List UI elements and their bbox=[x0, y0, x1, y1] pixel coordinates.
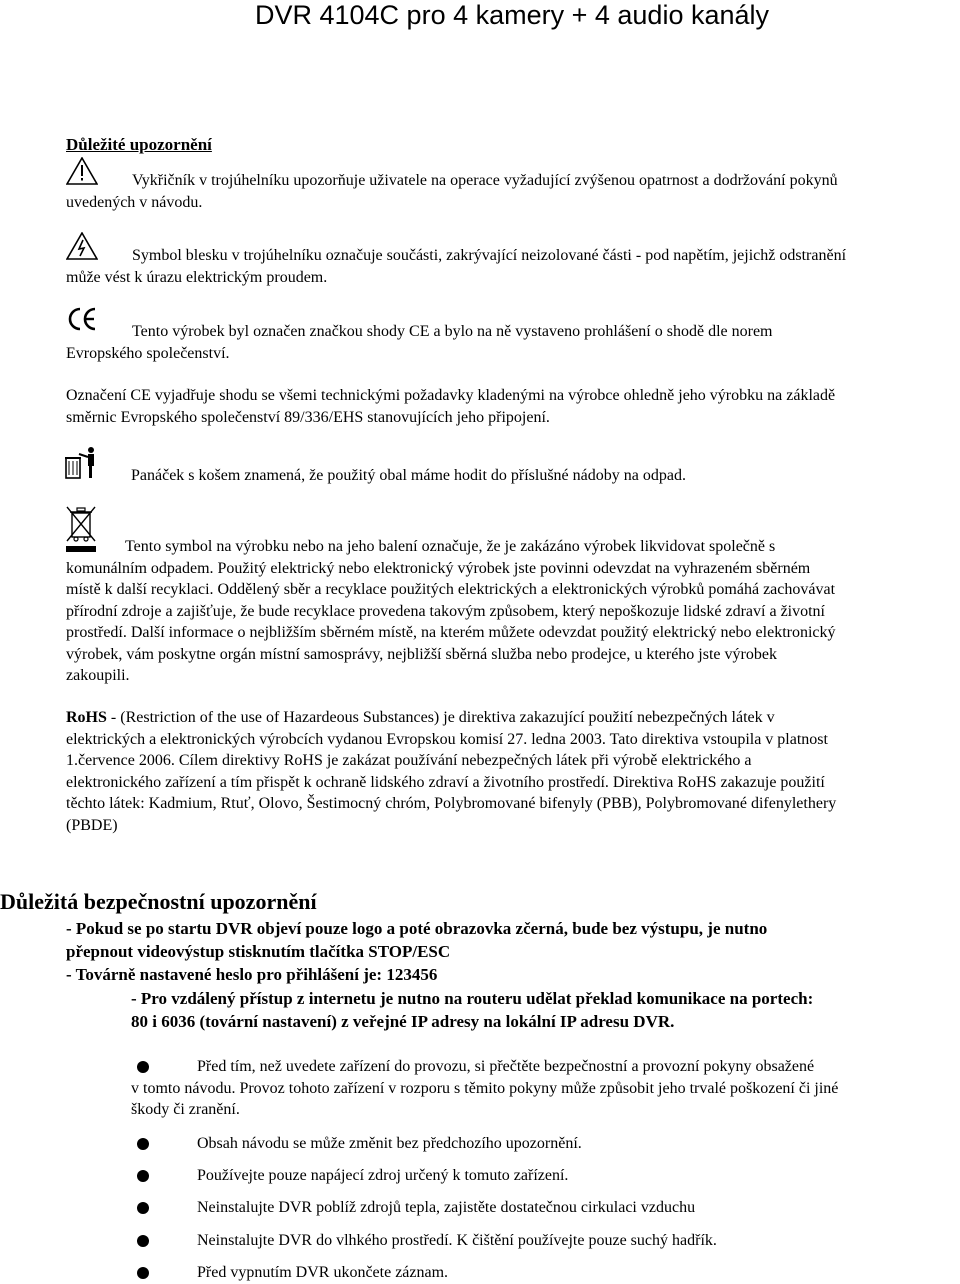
weee-line-2: komunálním odpadem. Použitý elektrický nebo elektronický výrobek jste povinni odevzdat na vyhrazeném sběrném bbox=[66, 559, 811, 577]
safety-line-3: - Továrně nastavené heslo pro přihlášení je: 123456 bbox=[66, 965, 438, 984]
bullet-dot bbox=[137, 1235, 149, 1247]
lightning-line-1: Symbol blesku v trojúhelníku označuje součásti, zakrývající neizolované části - pod napětím, jejichž odstranění bbox=[132, 247, 847, 264]
bullet-item-2: Obsah návodu se může změnit bez předchozího upozornění. bbox=[197, 1135, 582, 1152]
warning-line-2: uvedených v návodu. bbox=[66, 193, 203, 211]
bullet-item-4: Neinstalujte DVR poblíž zdrojů tepla, zajistěte dostatečnou cirkulaci vzduchu bbox=[197, 1199, 696, 1216]
weee-line-7: zakoupili. bbox=[66, 667, 130, 684]
safety-line-5: 80 i 6036 (tovární nastavení) z veřejné IP adresy na lokální IP adresu DVR. bbox=[131, 1012, 675, 1031]
bin-paragraph bbox=[131, 465, 931, 487]
weee-line-4: přírodní zdroje a zajišťuje, že bude recyklace provedena takovým způsobem, který nepoškozuje lidské zdraví a životní bbox=[66, 602, 825, 620]
ce-info-line-2: směrnic Evropského společenství 89/336/EHS stanovujících jeho připojení. bbox=[66, 408, 550, 426]
weee-line-6: výrobek, vám poskytne orgán místní samosprávy, nejbližší sběrná služba nebo prodejce, u kterého jste výrobek bbox=[66, 645, 777, 663]
bullet-dot bbox=[137, 1170, 149, 1182]
tidyman-bin-icon bbox=[64, 446, 98, 482]
rohs-line-6: (PBDE) bbox=[66, 816, 118, 834]
rohs-line-2: elektrických a elektronických výrobcích vydanou Evropskou komisí 27. ledna 2003. Tato direktiva vstoupila v platnost bbox=[66, 730, 828, 748]
ce-info-line-1: Označení CE vyjadřuje shodu se všemi technickými požadavky kladenými na výrobce ohledně jeho výrobku na základě bbox=[66, 387, 836, 404]
weee-line-1: Tento symbol na výrobku nebo na jeho balení označuje, že je zakázáno výrobek likvidovat společně s bbox=[125, 538, 776, 555]
weee-line-3: místě k další recyklaci. Oddělený sběr a recyklace použitých elektrických a elektronických výrobků pomáhá zachovávat bbox=[66, 581, 836, 598]
warning-paragraph bbox=[66, 170, 960, 213]
bullet-1-line-2: v tomto návodu. Provoz tohoto zařízení v rozporu s těmito pokyny může způsobit jeho trvalé poškození či jiné bbox=[131, 1079, 839, 1097]
lightning-line-2: může vést k úrazu elektrickým proudem. bbox=[66, 268, 328, 286]
bullet-item-3: Používejte pouze napájecí zdroj určený k tomuto zařízení. bbox=[197, 1167, 569, 1184]
bullet-1-line-1: Před tím, než uvedete zařízení do provozu, si přečtěte bezpečnostní a provozní pokyny obsažené bbox=[197, 1058, 815, 1075]
rohs-line-3: 1.července 2006. Cílem direktivy RoHS je zakázat používání nebezpečných látek při výrobě elektrického a bbox=[66, 752, 752, 769]
safety-line-2: přepnout videovýstup stisknutím tlačítka STOP/ESC bbox=[66, 942, 451, 961]
ce-paragraph bbox=[66, 321, 960, 364]
rohs-paragraph bbox=[66, 707, 960, 836]
page-title: DVR 4104C pro 4 kamery + 4 audio kanály bbox=[254, 0, 770, 30]
rohs-line-5: těchto látek: Kadmium, Rtuť, Olovo, Šestimocný chróm, Polybromované bifenyly (PBB), Polybromované difenylethery bbox=[66, 795, 837, 812]
weee-paragraph bbox=[66, 536, 960, 687]
ce-line-1: Tento výrobek byl označen značkou shody CE a bylo na ně vystaveno prohlášení o shodě dle norem bbox=[132, 323, 773, 340]
important-notice-heading: Důležité upozornění bbox=[66, 135, 212, 154]
ce-line-2: Evropského společenství. bbox=[66, 344, 230, 362]
lightning-paragraph bbox=[66, 245, 960, 288]
bullet-item-5: Neinstalujte DVR do vlhkého prostředí. K čištění používejte pouze suchý hadřík. bbox=[197, 1232, 717, 1249]
rohs-line-4: elektronického zařízení a tím přispět k ochraně lidského zdraví a životního prostředí. Direktiva RoHS zakazuje použití bbox=[66, 773, 825, 791]
rohs-line-1: - (Restriction of the use of Hazardeous Substances) je direktiva zakazující použití nebezpečných látek v bbox=[106, 709, 775, 726]
bullet-dot bbox=[137, 1138, 149, 1150]
safety-line-1: - Pokud se po startu DVR objeví pouze logo a poté obrazovka zčerná, bude bez výstupu, je nutno bbox=[66, 919, 768, 938]
bullet-dot bbox=[137, 1267, 149, 1279]
bin-text: Panáček s košem znamená, že použitý obal máme hodit do příslušné nádoby na odpad. bbox=[131, 467, 686, 484]
warning-line-1: Vykřičník v trojúhelníku upozorňuje uživatele na operace vyžadující zvýšenou opatrnost a dodržování pokynů bbox=[132, 172, 838, 189]
rohs-label: RoHS bbox=[66, 709, 107, 726]
ce-info-paragraph bbox=[66, 385, 960, 428]
bullet-item-6: Před vypnutím DVR ukončete záznam. bbox=[197, 1264, 449, 1281]
safety-heading: Důležitá bezpečnostní upozornění bbox=[0, 889, 317, 914]
weee-line-5: prostředí. Další informace o nejbližším sběrném místě, na kterém můžete odevzdat použitý elektrický nebo elektronický bbox=[66, 624, 836, 641]
safety-line-4: - Pro vzdálený přístup z internetu je nutno na routeru udělat překlad komunikace na portech: bbox=[131, 989, 814, 1008]
bullet-1-line-3: škody či zranění. bbox=[131, 1101, 240, 1118]
bullet-item-1 bbox=[131, 1056, 960, 1121]
bullet-dot bbox=[137, 1202, 149, 1214]
